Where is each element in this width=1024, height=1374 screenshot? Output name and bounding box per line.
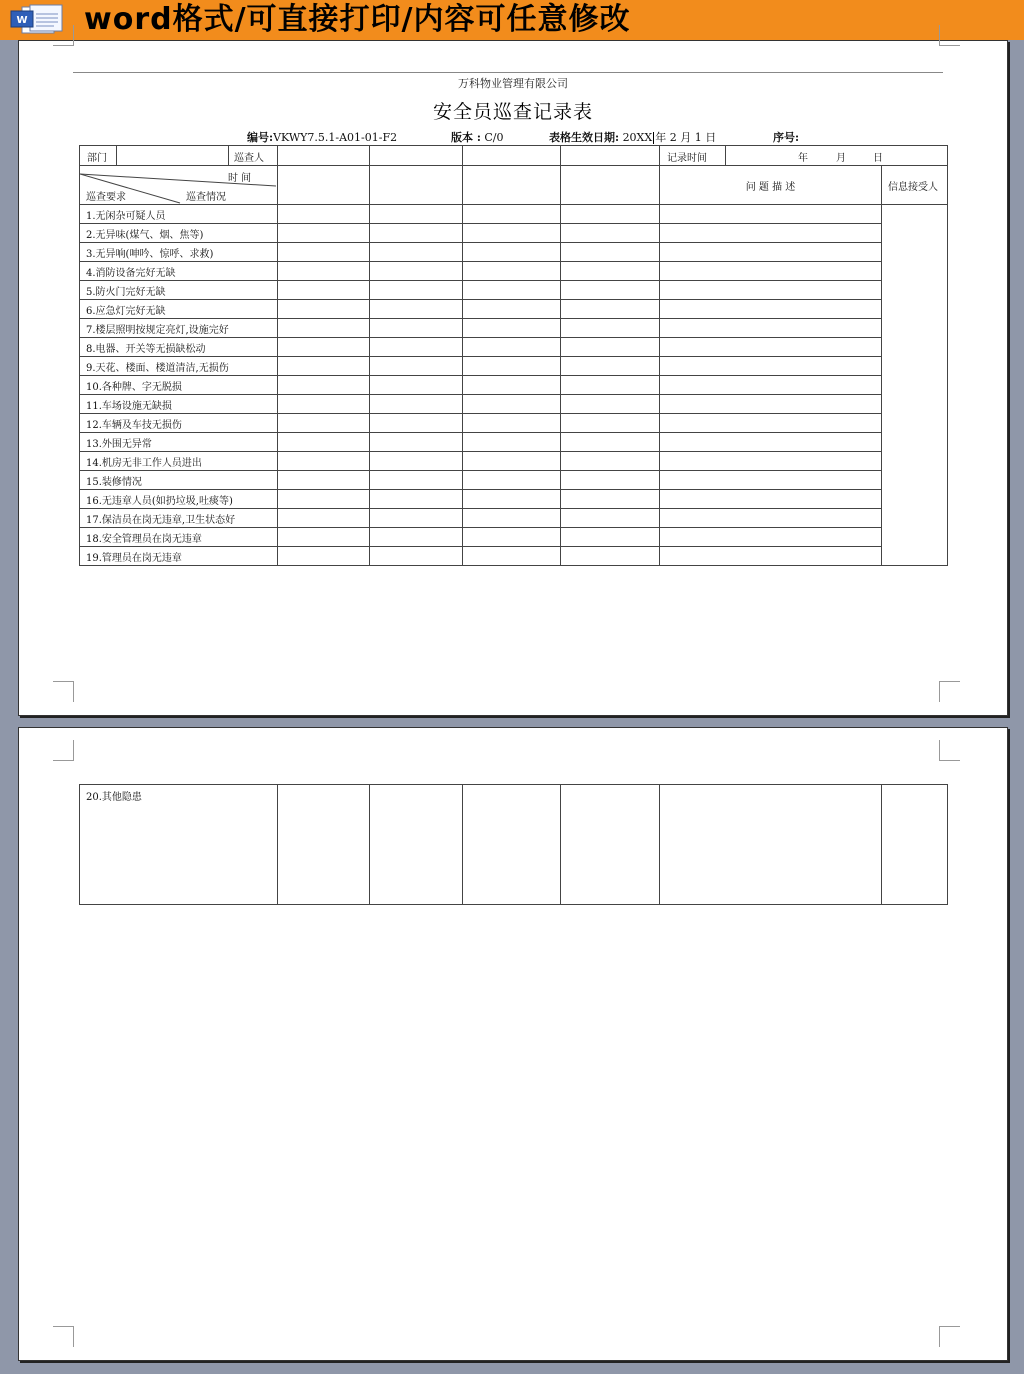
row-entry-cell[interactable] (370, 300, 463, 319)
row-entry-cell[interactable] (561, 433, 660, 452)
inspector-cell-4[interactable] (561, 146, 660, 166)
dept-label: 部门 (87, 153, 107, 164)
banner-title: word格式/可直接打印/内容可任意修改 (84, 2, 631, 37)
record-time-label: 记录时间 (667, 153, 707, 164)
table-row (80, 471, 948, 490)
row-entry-cell[interactable] (660, 243, 882, 262)
row-requirement-label: 16.无违章人员(如扔垃圾,吐痰等) (80, 490, 278, 509)
crop-mark (53, 25, 74, 46)
row-entry-cell[interactable] (463, 243, 561, 262)
row-entry-cell[interactable] (370, 357, 463, 376)
serial-field (773, 129, 799, 145)
time-cell-4[interactable] (561, 166, 660, 205)
row-entry-cell[interactable] (660, 205, 882, 224)
table-row (80, 376, 948, 395)
row-entry-cell[interactable] (561, 395, 660, 414)
row-entry-cell[interactable] (561, 490, 660, 509)
row-entry-cell[interactable] (660, 357, 882, 376)
table-row (80, 547, 948, 566)
row-entry-cell[interactable] (370, 281, 463, 300)
date-month: 月 (836, 153, 846, 164)
table-row (80, 300, 948, 319)
row-entry-cell[interactable] (561, 262, 660, 281)
row-entry-cell[interactable] (278, 205, 370, 224)
row-entry-cell[interactable] (561, 528, 660, 547)
row-requirement-label: 6.应急灯完好无缺 (80, 300, 278, 319)
table-row (80, 414, 948, 433)
row-entry-cell[interactable] (561, 414, 660, 433)
diagonal-header-cell (80, 166, 278, 205)
code-value: VKWY7.5.1-A01-01-F2 (273, 131, 398, 144)
document-page-2 (18, 727, 1008, 1361)
row-entry-cell[interactable] (463, 395, 561, 414)
crop-mark (53, 1326, 74, 1347)
cell-divider (725, 146, 726, 166)
date-year: 年 (798, 153, 808, 164)
row-entry-cell[interactable] (561, 205, 660, 224)
row-entry-cell[interactable] (370, 262, 463, 281)
row-entry-cell[interactable] (463, 300, 561, 319)
effective-label: 表格生效日期: (549, 131, 620, 144)
row-entry-cell[interactable] (278, 490, 370, 509)
row-20-cell[interactable] (660, 785, 882, 905)
row-entry-cell[interactable] (561, 509, 660, 528)
table-row (80, 205, 948, 224)
table-row (80, 243, 948, 262)
row-entry-cell[interactable] (561, 319, 660, 338)
row-entry-cell[interactable] (561, 224, 660, 243)
table-row (80, 528, 948, 547)
crop-mark (53, 740, 74, 761)
row-entry-cell[interactable] (370, 528, 463, 547)
row-entry-cell[interactable] (278, 547, 370, 566)
row-entry-cell[interactable] (660, 300, 882, 319)
row-entry-cell[interactable] (561, 357, 660, 376)
table-subheader-row (80, 166, 948, 205)
row-entry-cell[interactable] (370, 490, 463, 509)
row-entry-cell[interactable] (278, 281, 370, 300)
row-entry-cell[interactable] (278, 471, 370, 490)
row-entry-cell[interactable] (463, 433, 561, 452)
row-entry-cell[interactable] (561, 471, 660, 490)
version-label: 版本 : (451, 131, 481, 144)
row-entry-cell[interactable] (370, 376, 463, 395)
row-entry-cell[interactable] (660, 319, 882, 338)
row-requirement-label: 17.保洁员在岗无违章,卫生状态好 (80, 509, 278, 528)
receiver-cell[interactable] (882, 205, 948, 566)
row-requirement-label: 2.无异味(煤气、烟、焦等) (80, 224, 278, 243)
row-entry-cell[interactable] (370, 471, 463, 490)
row-requirement-label: 8.电器、开关等无损缺松动 (80, 338, 278, 357)
cell-divider (116, 146, 117, 166)
row-entry-cell[interactable] (660, 528, 882, 547)
row-entry-cell[interactable] (463, 528, 561, 547)
row-entry-cell[interactable] (278, 414, 370, 433)
row-entry-cell[interactable] (660, 376, 882, 395)
row-entry-cell[interactable] (463, 357, 561, 376)
row-entry-cell[interactable] (561, 338, 660, 357)
company-name: 万科物业管理有限公司 (458, 77, 568, 90)
crop-mark (939, 25, 960, 46)
row-entry-cell[interactable] (660, 395, 882, 414)
row-entry-cell[interactable] (370, 243, 463, 262)
inspector-cell-3[interactable] (463, 146, 561, 166)
row-entry-cell[interactable] (561, 281, 660, 300)
table-row (80, 490, 948, 509)
crop-mark (939, 681, 960, 702)
row-entry-cell[interactable] (463, 490, 561, 509)
row-entry-cell[interactable] (660, 414, 882, 433)
row-entry-cell[interactable] (278, 509, 370, 528)
header-rule (73, 72, 943, 73)
record-time-cell (660, 146, 948, 166)
dept-inspector-cell (80, 146, 278, 166)
row-requirement-label: 18.安全管理员在岗无违章 (80, 528, 278, 547)
row-entry-cell[interactable] (463, 262, 561, 281)
effective-year: 20XX (622, 131, 653, 144)
table-row (80, 281, 948, 300)
row-entry-cell[interactable] (370, 319, 463, 338)
table-row (80, 357, 948, 376)
time-cell-2[interactable] (370, 166, 463, 205)
row-entry-cell[interactable] (278, 319, 370, 338)
inspector-label: 巡查人 (234, 153, 264, 164)
row-entry-cell[interactable] (463, 224, 561, 243)
document-title: 安全员巡查记录表 (432, 101, 593, 123)
row-entry-cell[interactable] (660, 262, 882, 281)
row-entry-cell[interactable] (660, 490, 882, 509)
row-entry-cell[interactable] (278, 262, 370, 281)
row-entry-cell[interactable] (561, 547, 660, 566)
row-entry-cell[interactable] (370, 205, 463, 224)
table-row (80, 452, 948, 471)
row-20-cell[interactable] (882, 785, 948, 905)
row-20-cell[interactable] (278, 785, 370, 905)
row-entry-cell[interactable] (370, 395, 463, 414)
row-entry-cell[interactable] (463, 414, 561, 433)
version-field (451, 129, 504, 145)
row-entry-cell[interactable] (463, 509, 561, 528)
row-entry-cell[interactable] (463, 205, 561, 224)
row-entry-cell[interactable] (463, 376, 561, 395)
row-requirement-label: 5.防火门完好无缺 (80, 281, 278, 300)
row-entry-cell[interactable] (660, 338, 882, 357)
row-entry-cell[interactable] (370, 338, 463, 357)
table-row (80, 338, 948, 357)
row-20-label: 20.其他隐患 (80, 785, 278, 905)
row-entry-cell[interactable] (370, 414, 463, 433)
document-page-1 (18, 40, 1008, 716)
situation-label: 巡查情况 (186, 192, 226, 203)
table-row (80, 509, 948, 528)
row-entry-cell[interactable] (278, 300, 370, 319)
row-entry-cell[interactable] (463, 338, 561, 357)
problem-header: 问 题 描 述 (660, 166, 882, 205)
row-20-cell[interactable] (561, 785, 660, 905)
crop-mark (939, 740, 960, 761)
row-entry-cell[interactable] (660, 224, 882, 243)
row-entry-cell[interactable] (561, 452, 660, 471)
crop-mark (939, 1326, 960, 1347)
table-body (80, 205, 948, 566)
version-value: C/0 (484, 131, 504, 144)
row-entry-cell[interactable] (278, 376, 370, 395)
row-entry-cell[interactable] (370, 509, 463, 528)
table-row (80, 433, 948, 452)
row-requirement-label: 1.无闲杂可疑人员 (80, 205, 278, 224)
row-requirement-label: 4.消防设备完好无缺 (80, 262, 278, 281)
code-label: 编号: (247, 131, 274, 144)
row-requirement-label: 10.各种牌、字无脱损 (80, 376, 278, 395)
row-entry-cell[interactable] (561, 243, 660, 262)
row-entry-cell[interactable] (278, 452, 370, 471)
row-entry-cell[interactable] (370, 547, 463, 566)
row-requirement-label: 9.天花、楼面、楼道清洁,无损伤 (80, 357, 278, 376)
row-entry-cell[interactable] (561, 300, 660, 319)
row-entry-cell[interactable] (370, 224, 463, 243)
inspector-cell-1[interactable] (278, 146, 370, 166)
svg-text:W: W (16, 15, 28, 26)
row-entry-cell[interactable] (660, 433, 882, 452)
code-field (247, 129, 397, 145)
row-entry-cell[interactable] (278, 395, 370, 414)
time-label: 时 间 (228, 173, 252, 184)
serial-label: 序号: (773, 131, 800, 144)
table-row (80, 395, 948, 414)
row-requirement-label: 19.管理员在岗无违章 (80, 547, 278, 566)
row-entry-cell[interactable] (660, 281, 882, 300)
receiver-header: 信息接受人 (882, 166, 948, 205)
row-entry-cell[interactable] (278, 528, 370, 547)
row-entry-cell[interactable] (561, 376, 660, 395)
row-requirement-label: 7.楼层照明按规定亮灯,设施完好 (80, 319, 278, 338)
row-entry-cell[interactable] (278, 433, 370, 452)
row-requirement-label: 14.机房无非工作人员进出 (80, 452, 278, 471)
row-entry-cell[interactable] (278, 224, 370, 243)
row-entry-cell[interactable] (370, 433, 463, 452)
inspector-cell-2[interactable] (370, 146, 463, 166)
inspection-table-continued (79, 784, 948, 905)
row-entry-cell[interactable] (463, 452, 561, 471)
row-entry-cell[interactable] (660, 509, 882, 528)
table-row (80, 319, 948, 338)
row-entry-cell[interactable] (463, 319, 561, 338)
requirement-label: 巡查要求 (86, 192, 126, 203)
table-row (80, 262, 948, 281)
row-requirement-label: 11.车场设施无缺损 (80, 395, 278, 414)
row-20-cell[interactable] (463, 785, 561, 905)
inspection-table (79, 145, 948, 566)
row-entry-cell[interactable] (278, 338, 370, 357)
date-day: 日 (873, 153, 883, 164)
row-entry-cell[interactable] (463, 281, 561, 300)
time-cell-3[interactable] (463, 166, 561, 205)
crop-mark (53, 681, 74, 702)
effective-rest: 年 2 月 1 日 (655, 131, 717, 144)
row-requirement-label: 3.无异响(呻吟、惊呼、求救) (80, 243, 278, 262)
row-20-cell[interactable] (370, 785, 463, 905)
top-banner (0, 0, 1024, 40)
row-requirement-label: 15.装修情况 (80, 471, 278, 490)
row-requirement-label: 12.车辆及车技无损伤 (80, 414, 278, 433)
row-entry-cell[interactable] (463, 547, 561, 566)
row-entry-cell[interactable] (660, 452, 882, 471)
row-entry-cell[interactable] (660, 471, 882, 490)
row-entry-cell[interactable] (278, 243, 370, 262)
time-cell-1[interactable] (278, 166, 370, 205)
effective-date-field (549, 129, 716, 145)
row-entry-cell[interactable] (370, 452, 463, 471)
table-row (80, 785, 948, 905)
table-header-row (80, 146, 948, 166)
cell-divider (228, 146, 229, 166)
row-entry-cell[interactable] (463, 471, 561, 490)
table-row (80, 224, 948, 243)
row-entry-cell[interactable] (278, 357, 370, 376)
row-entry-cell[interactable] (660, 547, 882, 566)
row-requirement-label: 13.外围无异常 (80, 433, 278, 452)
